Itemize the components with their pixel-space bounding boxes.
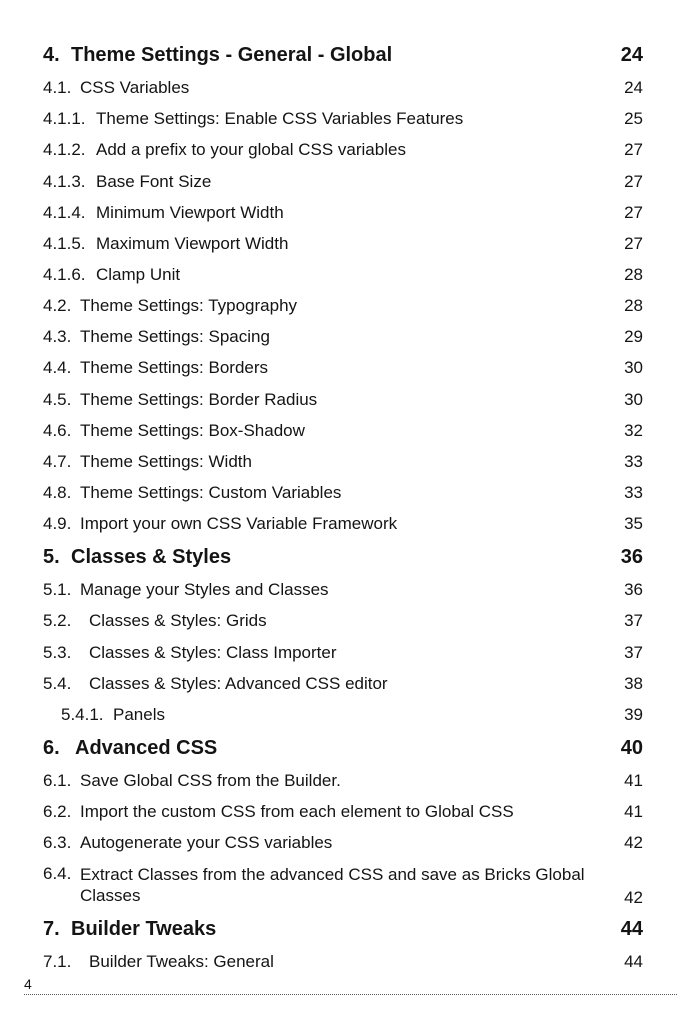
toc-title: Panels [113,705,165,724]
toc-number: 4.1.6. [43,265,86,284]
toc-number: 6.3. [43,833,72,852]
toc-number: 4.1.5. [43,234,86,253]
toc-number: 7. [43,918,60,940]
toc-section-4[interactable] [43,44,643,70]
toc-number: 6.2. [43,802,72,821]
toc-page: 42 [624,888,643,907]
toc-section-7[interactable] [43,918,643,944]
toc-entry[interactable] [43,864,643,908]
toc-number: 4.1.2. [43,140,86,159]
toc-page: 35 [624,514,643,533]
toc-title: Base Font Size [96,172,212,191]
toc-page: 36 [624,580,643,599]
toc-page: 42 [624,833,643,852]
toc-number: 5.3. [43,643,72,662]
toc-page: 30 [624,390,643,409]
toc-title: Classes & Styles: Advanced CSS editor [89,674,388,693]
toc-page: 27 [624,203,643,222]
toc-section-5[interactable] [43,546,643,572]
toc-number: 4.2. [43,296,72,315]
toc-page: 33 [624,483,643,502]
toc-title: Builder Tweaks: General [89,952,274,971]
toc-title: Add a prefix to your global CSS variables [96,140,406,159]
toc-entry[interactable] [43,109,643,131]
toc-number: 5.4. [43,674,72,693]
toc-page: 36 [620,546,643,568]
toc-entry[interactable] [43,234,643,256]
toc-entry[interactable] [43,611,643,633]
toc-title: Advanced CSS [75,737,218,759]
toc-entry[interactable] [43,140,643,162]
toc-entry[interactable] [43,172,643,194]
footer-divider [24,994,677,995]
toc-title: CSS Variables [80,78,190,97]
toc-entry[interactable] [43,390,643,412]
toc-entry[interactable] [43,580,643,602]
toc-entry[interactable] [43,952,643,974]
toc-number: 4.1.3. [43,172,86,191]
toc-number: 4.7. [43,452,72,471]
toc-entry[interactable] [43,643,643,665]
toc-page: 38 [624,674,643,693]
toc-entry[interactable] [61,705,643,727]
toc-entry[interactable] [43,833,643,855]
toc-entry[interactable] [43,771,643,793]
toc-title: Clamp Unit [96,265,181,284]
toc-number: 4. [43,44,60,66]
toc-page: 27 [624,172,643,191]
toc-page: 39 [624,705,643,724]
toc-page: 27 [624,234,643,253]
toc-page: 24 [620,44,643,66]
toc-page: 33 [624,452,643,471]
toc-page: 28 [624,296,643,315]
toc-title: Classes & Styles: Grids [89,611,267,630]
toc-number: 6.1. [43,771,72,790]
toc-page: 37 [624,611,643,630]
toc-number: 4.1. [43,78,72,97]
toc-page: 40 [620,737,643,759]
toc-title: Extract Classes from the advanced CSS and save as Bricks Global Classes [80,865,585,905]
toc-entry[interactable] [43,483,643,505]
toc-entry[interactable] [43,265,643,287]
toc-entry[interactable] [43,514,643,536]
page-number: 4 [24,976,32,992]
toc-number: 4.4. [43,358,72,377]
toc-entry[interactable] [43,327,643,349]
toc-page: 24 [624,78,643,97]
toc-entry[interactable] [43,674,643,696]
toc-number: 4.1.1. [43,109,86,128]
toc-title: Builder Tweaks [71,918,217,940]
toc-entry[interactable] [43,296,643,318]
toc-title: Theme Settings: Width [80,452,252,471]
toc-title: Autogenerate your CSS variables [80,833,333,852]
toc-number: 4.9. [43,514,72,533]
toc-number: 4.3. [43,327,72,346]
toc-page: 27 [624,140,643,159]
toc-title: Import your own CSS Variable Framework [80,514,398,533]
toc-number: 5. [43,546,60,568]
toc-entry[interactable] [43,203,643,225]
toc-number: 6.4. [43,864,72,883]
toc-page: 41 [624,802,643,821]
toc-number: 4.8. [43,483,72,502]
toc-page: 44 [624,952,643,971]
toc-title: Theme Settings: Custom Variables [80,483,342,502]
toc-number: 6. [43,737,60,759]
toc-entry[interactable] [43,358,643,380]
toc-title: Classes & Styles [71,546,232,568]
toc-title: Minimum Viewport Width [96,203,284,222]
toc-title: Theme Settings: Box-Shadow [80,421,305,440]
toc-number: 5.2. [43,611,72,630]
toc-title: Theme Settings: Borders [80,358,269,377]
toc-title: Theme Settings: Enable CSS Variables Features [96,109,464,128]
toc-entry[interactable] [43,78,643,100]
toc-title: Theme Settings: Border Radius [80,390,318,409]
toc-number: 4.6. [43,421,72,440]
toc-title: Maximum Viewport Width [96,234,289,253]
toc-entry[interactable] [43,421,643,443]
toc-page: 29 [624,327,643,346]
toc-title: Theme Settings: Typography [80,296,298,315]
toc-number: 4.5. [43,390,72,409]
toc-title: Classes & Styles: Class Importer [89,643,337,662]
toc-number: 7.1. [43,952,72,971]
toc-title: Save Global CSS from the Builder. [80,771,341,790]
toc-title: Manage your Styles and Classes [80,580,329,599]
toc-entry[interactable] [43,802,643,824]
toc-number: 4.1.4. [43,203,86,222]
toc-number: 5.4.1. [61,705,104,724]
toc-section-6[interactable] [43,737,643,763]
toc-page: 28 [624,265,643,284]
toc-page: 25 [624,109,643,128]
toc-title: Import the custom CSS from each element to Global CSS [80,802,514,821]
toc-title: Theme Settings - General - Global [71,44,393,66]
toc-page: 37 [624,643,643,662]
toc-number: 5.1. [43,580,72,599]
toc-page: 30 [624,358,643,377]
toc-page: 41 [624,771,643,790]
toc-page: 44 [620,918,643,940]
toc-page: 32 [624,421,643,440]
toc-title: Theme Settings: Spacing [80,327,270,346]
toc-entry[interactable] [43,452,643,474]
